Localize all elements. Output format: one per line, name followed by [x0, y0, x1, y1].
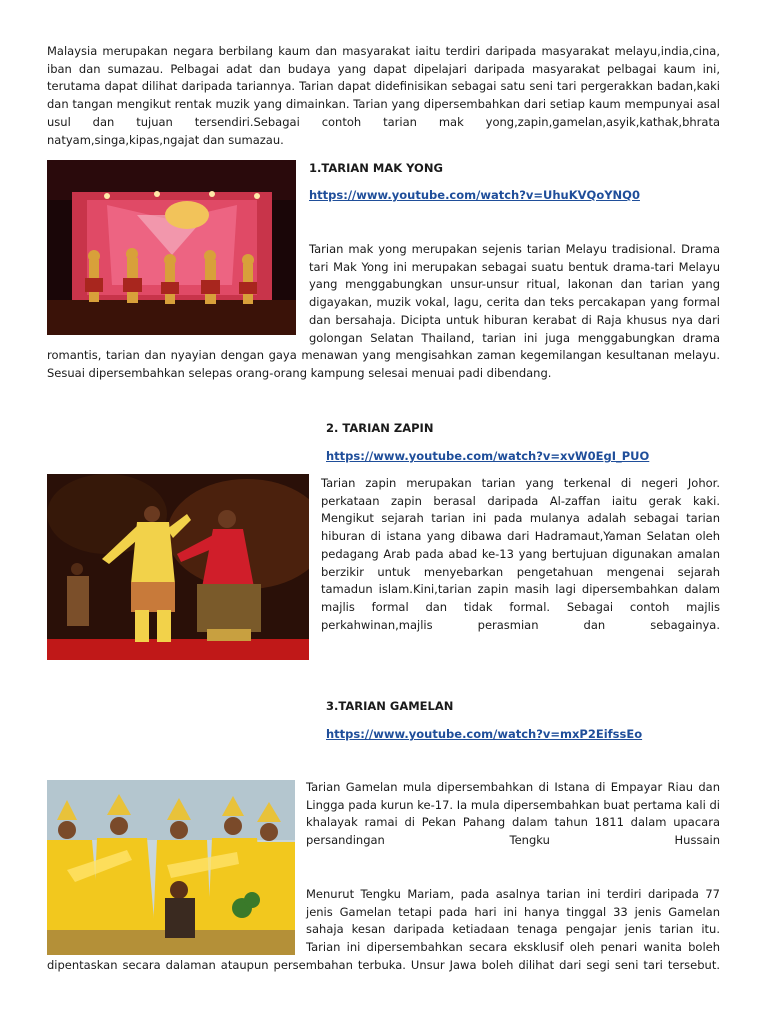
- section-heading-gamelan: 3.TARIAN GAMELAN: [326, 699, 454, 713]
- zapin-photo: [47, 474, 309, 660]
- gamelan-description-1: Tarian Gamelan mula dipersembahkan di Istana di Empayar Riau dan Lingga pada kurun ke-17. Ia mula dipersembahkan buat pertama kali di khalayak ramai di Pekan Pahang dalam tahun 1811 dalam upacara persandingan Tengku Hussain: [306, 780, 720, 848]
- youtube-link-gamelan[interactable]: https://www.youtube.com/watch?v=mxP2EifssEo: [326, 727, 643, 741]
- zapin-description: Tarian zapin merupakan tarian yang terkenal di negeri Johor. perkataan zapin berasal daripada Al-zaffan iaitu gerak kaki. Mengikut sejarah tarian ini pada mulanya adalah sebagai tarian hiburan di istana yang dibawa dari Hadramaut,Yaman Selatan oleh pedagang Arab pada abad ke-13 yang bertujuan digunakan amalan berzikir untuk menyebarkan pengetahuan mengenai sejarah tamadun islam.Kini,tarian zapin masih lagi dipersembahkan dalam majlis formal dan tidak formal. Sebagai contoh majlis perkahwinan,majlis perasmian dan sebagainya.: [321, 476, 720, 632]
- gamelan-description-continued: dipentaskan secara dalaman ataupun persembahan terbuka. Unsur Jawa boleh dilihat dari segi seni tari tersebut.: [47, 958, 720, 972]
- mak-yong-description: Tarian mak yong merupakan sejenis tarian Melayu tradisional. Drama tari Mak Yong ini merupakan sebagai suatu bentuk drama-tari Melayu yang menggabungkan unsur-unsur ritual, lakonan dan tarian yang digayakan, muzik vokal, lagu, cerita dan teks percakapan yang formal dan bersahaja. Dicipta untuk hiburan kerabat di Raja khusus nya dari golongan Selatan Thailand, tarian ini juga menggabungkan drama: [309, 242, 720, 345]
- gamelan-photo: [47, 780, 295, 955]
- mak-yong-description-continued: romantis, tarian dan nyayian dengan gaya menawan yang mengisahkan zaman kegemilangan kesultanan melayu. Sesuai dipersembahkan selepas orang-orang kampung selesai menuai padi dibendang.: [47, 348, 720, 380]
- intro-paragraph: Malaysia merupakan negara berbilang kaum dan masyarakat iaitu terdiri daripada masyarakat melayu,india,cina, iban dan sumazau. Pelbagai adat dan budaya yang dapat dipelajari daripada masyarakat pelbagai kaum ini, terutama dapat dilihat daripada tariannya. Tarian dapat didefinisikan sebagai satu seni tari pergerakkan badan,kaki dan tangan mengikut rentak muzik yang dimainkan. Tarian yang dipersembahkan dari setiap kaum mempunyai asal usul dan tujuan tersendiri.Sebagai contoh tarian mak yong,zapin,gamelan,asyik,kathak,bhrata natyam,singa,kipas,ngajat dan sumazau.: [47, 44, 720, 147]
- gamelan-description-2: Menurut Tengku Mariam, pada asalnya tarian ini terdiri daripada 77 jenis Gamelan tetapi pada hari ini hanya tinggal 33 jenis Gamelan sahaja kesan daripada ketiadaan tenaga pengajar jenis tarian itu. Tarian ini dipersembahkan secara eksklusif oleh penari wanita boleh: [306, 887, 720, 955]
- youtube-link-mak-yong[interactable]: https://www.youtube.com/watch?v=UhuKVQoYNQ0: [309, 188, 640, 202]
- mak-yong-photo: [47, 160, 296, 335]
- section-heading-zapin: 2. TARIAN ZAPIN: [326, 421, 434, 435]
- section-heading-mak-yong: 1.TARIAN MAK YONG: [309, 161, 443, 175]
- youtube-link-zapin[interactable]: https://www.youtube.com/watch?v=xvW0EgI_PUO: [326, 449, 650, 463]
